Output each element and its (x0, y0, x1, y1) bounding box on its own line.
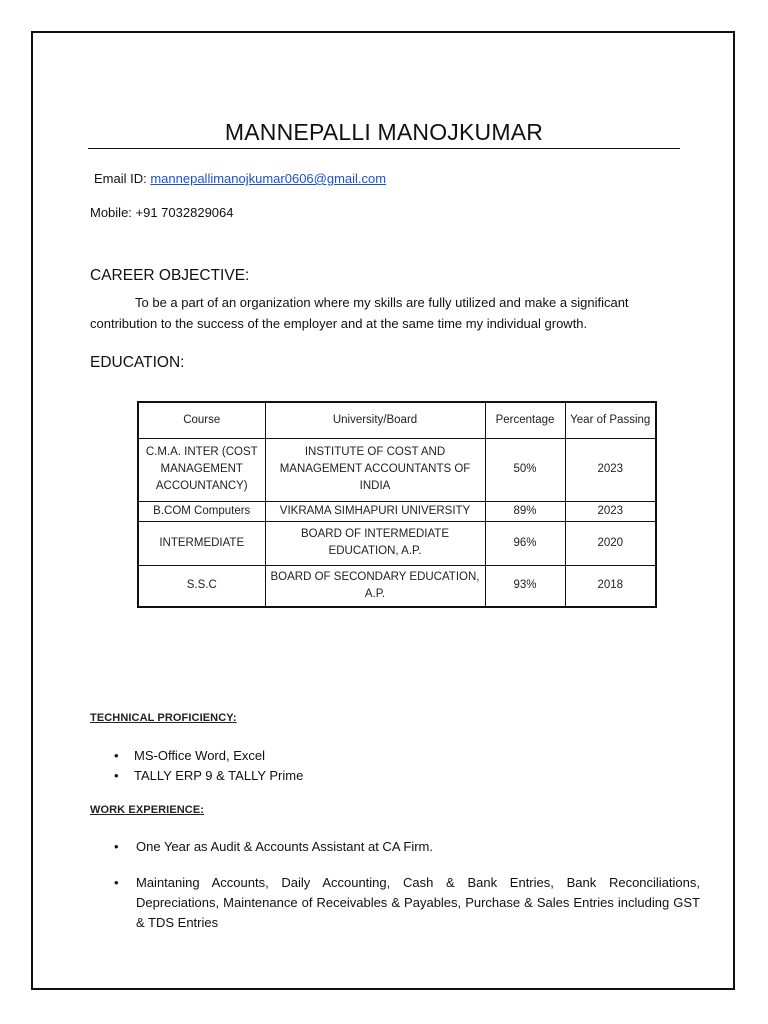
year-cell: 2023 (565, 438, 656, 501)
mobile-line: Mobile: +91 7032829064 (90, 205, 234, 220)
percentage-cell: 50% (485, 438, 565, 501)
list-item (114, 837, 700, 857)
list-item (90, 766, 303, 786)
percentage-cell: 93% (485, 565, 565, 607)
course-cell: C.M.A. INTER (COST MANAGEMENT ACCOUNTANCY) (138, 438, 265, 501)
list-item-text: One Year as Audit & Accounts Assistant at CA Firm. (136, 839, 433, 854)
table-row (138, 438, 656, 501)
bullet-icon: • (114, 748, 119, 763)
list-item-text: TALLY ERP 9 & TALLY Prime (134, 768, 304, 783)
career-objective-text: To be a part of an organization where my skills are fully utilized and make a significant contribution to the success of the employer and at the same time my individual growth. (90, 295, 629, 331)
technical-list (90, 746, 303, 786)
table-row (138, 521, 656, 565)
column-header: University/Board (265, 402, 485, 438)
technical-proficiency-heading: TECHNICAL PROFICIENCY: (90, 712, 237, 724)
board-cell: BOARD OF INTERMEDIATE EDUCATION, A.P. (265, 521, 485, 565)
list-item-text: MS-Office Word, Excel (134, 748, 265, 763)
candidate-name: MANNEPALLI MANOJKUMAR (224, 119, 544, 145)
list-item-text: Maintaning Accounts, Daily Accounting, Cash & Bank Entries, Bank Reconciliations, Depreciations, Maintenance of Receivables & Payables, Purchase & Sales Entries including GST & TDS Entries (136, 875, 700, 930)
work-experience-heading: WORK EXPERIENCE: (90, 804, 205, 816)
board-cell: INSTITUTE OF COST AND MANAGEMENT ACCOUNTANTS OF INDIA (265, 438, 485, 501)
percentage-cell: 89% (485, 501, 565, 521)
year-cell: 2018 (565, 565, 656, 607)
column-header: Year of Passing (565, 402, 656, 438)
list-item (90, 746, 303, 766)
year-cell: 2020 (565, 521, 656, 565)
email-line (94, 171, 386, 186)
email-link[interactable]: mannepallimanojkumar0606@gmail.com (150, 171, 387, 186)
course-cell: S.S.C (138, 565, 265, 607)
career-objective-heading: CAREER OBJECTIVE: (90, 267, 250, 284)
email-label: Email ID: (94, 171, 151, 186)
table-row (138, 565, 656, 607)
education-table-header-row (138, 402, 656, 438)
bullet-icon: • (114, 768, 119, 783)
bullet-icon: • (114, 839, 119, 854)
course-cell: INTERMEDIATE (138, 521, 265, 565)
list-item (114, 873, 700, 933)
year-cell: 2023 (565, 501, 656, 521)
course-cell: B.COM Computers (138, 501, 265, 521)
name-underline (88, 148, 680, 149)
column-header: Course (138, 402, 265, 438)
table-row (138, 501, 656, 521)
column-header: Percentage (485, 402, 565, 438)
percentage-cell: 96% (485, 521, 565, 565)
board-cell: VIKRAMA SIMHAPURI UNIVERSITY (265, 501, 485, 521)
bullet-icon: • (114, 875, 119, 890)
education-table (137, 401, 657, 608)
education-heading: EDUCATION: (90, 354, 185, 371)
board-cell: BOARD OF SECONDARY EDUCATION, A.P. (265, 565, 485, 607)
